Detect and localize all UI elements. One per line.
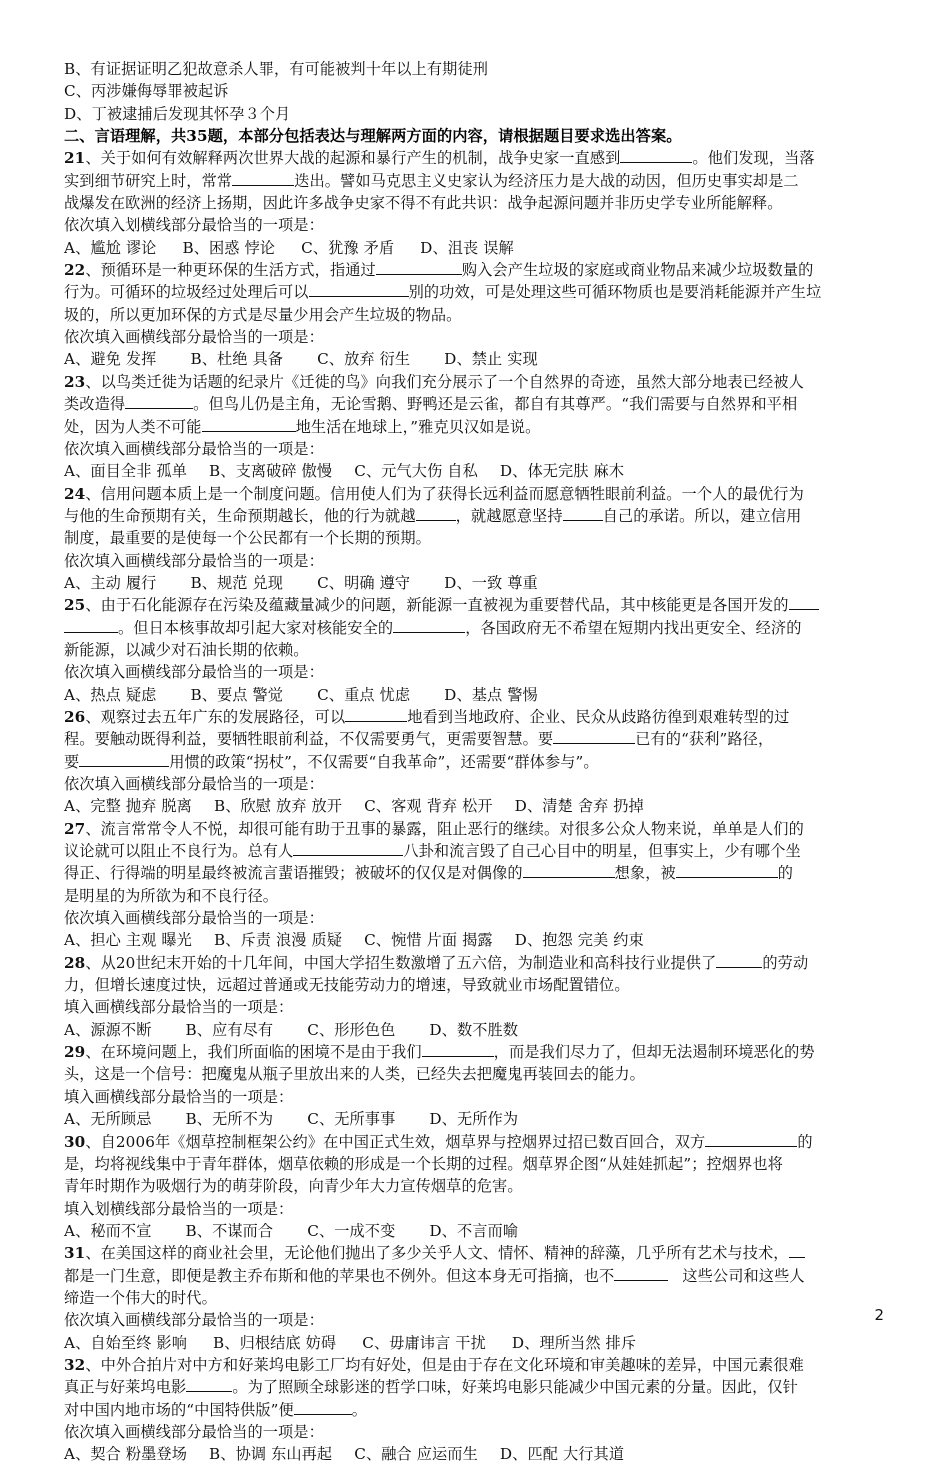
question-24: 24、信用问题本质上是一个制度问题。信用使人们为了获得长远利益而愿意牺牲眼前利益。一个人的最优行为 与他的生命预期有关，生命预期越长，他的行为就越 ，就越愿意坚持 自己的承诺。所以，建立信用 制度，最重要的是使每一个公民都有一个长期的预期。 依次填入画横线部分最恰当的一项是： A、主动 履行 B、规范 兑现 C、明确 遵守 D、一致 尊重 xyxy=(64,483,888,595)
option-b: B、归根结底 妨碍 xyxy=(213,1333,337,1352)
option-c: C、元气大伤 自私 xyxy=(354,462,478,481)
question-28: 28、从20世纪末开始的十几年间，中国大学招生数激增了五六倍，为制造业和高科技行业提供了 的劳动 力，但增长速度过快，远超过普通或无技能劳动力的增速，导致就业市场配置错位。 填入画横线部分最恰当的一项是： A、源源不断 B、应有尽有 C、形形色色 D、数不胜数 xyxy=(64,952,888,1041)
question-prompt: 依次填入画横线部分最恰当的一项是： xyxy=(64,663,324,682)
answer-blank xyxy=(125,393,193,409)
option-c: C、毋庸讳言 干扰 xyxy=(362,1333,486,1352)
answer-blank xyxy=(376,259,462,275)
answer-options xyxy=(64,460,888,482)
option-b: B、要点 警觉 xyxy=(190,685,284,704)
option-c: C、融合 应运而生 xyxy=(354,1445,478,1464)
question-23: 23、以鸟类迁徙为话题的纪录片《迁徙的鸟》向我们充分展示了一个自然界的奇迹，虽然大部分地表已经被人 类改造得 。但鸟儿仍是主角，无论雪鹅、野鸭还是云雀，都自有其尊严。“我们需要与自然界和平相 处，因为人类不可能 地生活在地球上，”雅克贝汉如是说。 依次填入画横线部分最恰当的一项是： A、面目全非 孤单 B、支离破碎 傲慢 C、元气大伤 自私 D、体无完肤 麻木 xyxy=(64,371,888,483)
answer-options xyxy=(64,572,888,594)
question-number: 25 xyxy=(64,596,86,615)
option-b: B、困惑 悖论 xyxy=(182,238,276,257)
question-number: 24 xyxy=(64,484,86,503)
option-c: C、犹豫 矛盾 xyxy=(301,238,395,257)
question-prompt: 依次填入画横线部分最恰当的一项是： xyxy=(64,328,324,347)
option-b: B、协调 东山再起 xyxy=(209,1445,333,1464)
answer-blank xyxy=(422,1041,494,1057)
answer-options xyxy=(64,237,888,259)
answer-blank xyxy=(293,840,403,856)
answer-blank xyxy=(64,617,118,633)
answer-blank xyxy=(563,505,603,521)
option-d: D、数不胜数 xyxy=(429,1020,519,1039)
option-a: A、秘而不宣 xyxy=(64,1221,152,1240)
question-32: 32、中外合拍片对中方和好莱坞电影工厂均有好处，但是由于存在文化环境和审美趣味的差异，中国元素很难 真正与好莱坞电影 。为了照顾全球影迷的哲学口味，好莱坞电影只能减少中国元素的分量。因此，仅针 对中国内地市场的“中国特供版”便 。 依次填入画横线部分最恰当的一项是： A、契合 粉墨登场 B、协调 东山再起 C、融合 应运而生 D、匹配 大行其道 xyxy=(64,1354,888,1466)
option-c: C、重点 忧虑 xyxy=(317,685,411,704)
question-number: 28 xyxy=(64,953,86,972)
answer-blank xyxy=(345,706,407,722)
page-content xyxy=(64,58,888,1466)
question-number: 27 xyxy=(64,819,86,838)
question-number: 21 xyxy=(64,149,86,168)
question-prompt: 依次填入画横线部分最恰当的一项是： xyxy=(64,775,324,793)
answer-blank xyxy=(789,1242,805,1258)
option-d: D、理所当然 排斥 xyxy=(511,1333,637,1352)
question-31: 31、在美国这样的商业社会里，无论他们抛出了多少关乎人文、情怀、精神的辞藻，几乎所有艺术与技术， 都是一门生意，即便是教主乔布斯和他的苹果也不例外。但这本身无可指摘，也不 这些公司和这些人 缔造一个伟大的时代。 依次填入画横线部分最恰当的一项是： A、自始至终 影响 B、归根结底 妨碍 C、毋庸讳言 干扰 D、理所当然 排斥 xyxy=(64,1242,888,1354)
option-line: B、有证据证明乙犯故意杀人罪，有可能被判十年以上有期徒刑 xyxy=(64,60,489,78)
option-d: D、基点 警惕 xyxy=(444,685,538,704)
answer-blank xyxy=(676,862,778,878)
option-a: A、无所顾忌 xyxy=(64,1110,152,1129)
option-a: A、主动 履行 xyxy=(64,573,157,592)
option-d: D、一致 尊重 xyxy=(444,573,538,592)
option-c: C、无所事事 xyxy=(307,1110,396,1129)
option-d: D、禁止 实现 xyxy=(444,350,538,369)
answer-blank xyxy=(202,416,296,432)
question-prompt: 依次填入画横线部分最恰当的一项是： xyxy=(64,551,324,570)
question-prompt: 依次填入画横线部分最恰当的一项是： xyxy=(64,909,324,928)
option-line: D、丁被逮捕后发现其怀孕３个月 xyxy=(64,104,291,123)
option-d: D、抱怨 完美 约束 xyxy=(514,931,644,950)
option-b: B、欣慰 放弃 放开 xyxy=(213,797,343,816)
option-a: A、完整 抛弃 脱离 xyxy=(64,797,192,816)
answer-blank xyxy=(553,728,635,744)
answer-options xyxy=(64,1443,888,1465)
answer-options xyxy=(64,348,888,370)
question-number: 22 xyxy=(64,261,86,280)
question-30: 30、自2006年《烟草控制框架公约》在中国正式生效，烟草界与控烟界过招已数百回合，双方 的 是，均将视线集中于青年群体，烟草依赖的形成是一个长期的过程。烟草界企图“从娃娃抓起”；控烟界也将 青年时期作为吸烟行为的萌芽阶段，向青少年大力宣传烟草的危害。 填入划横线部分最恰当的一项是： A、秘而不宣 B、不谋而合 C、一成不变 D、不言而喻 xyxy=(64,1131,888,1243)
answer-options xyxy=(64,929,888,951)
question-number: 26 xyxy=(64,707,86,726)
answer-options xyxy=(64,795,888,817)
question-21: 21、关于如何有效解释两次世界大战的起源和暴行产生的机制，战争史家一直感到 。他们发现，当落 实到细节研究上时，常常 迭出。譬如马克思主义史家认为经济压力是大战的动因，但历史事实却是二 战爆发在欧洲的经济上扬期，因此许多战争史家不得不有此共识：战争起源问题并非历史学专业所能解释。 依次填入划横线部分最恰当的一项是： A、尴尬 谬论 B、困惑 悖论 C、犹豫 矛盾 D、沮丧 误解 xyxy=(64,147,888,259)
answer-options xyxy=(64,1019,888,1041)
option-b: B、不谋而合 xyxy=(185,1221,274,1240)
answer-options xyxy=(64,1220,888,1242)
question-prompt: 依次填入画横线部分最恰当的一项是： xyxy=(64,1311,324,1330)
option-d: D、匹配 大行其道 xyxy=(499,1445,625,1464)
option-d: D、沮丧 误解 xyxy=(420,238,514,257)
question-number: 32 xyxy=(64,1355,86,1374)
question-29: 29、在环境问题上，我们所面临的困境不是由于我们 ，而是我们尽力了，但却无法遏制环境恶化的势 头，这是一个信号：把魔鬼从瓶子里放出来的人类，已经失去把魔鬼再装回去的能力。 填入画横线部分最恰当的一项是： A、无所顾忌 B、无所不为 C、无所事事 D、无所作为 xyxy=(64,1041,888,1130)
question-prompt: 填入划横线部分最恰当的一项是： xyxy=(64,1199,294,1218)
option-c: C、客观 背弃 松开 xyxy=(364,797,493,816)
question-prompt: 填入画横线部分最恰当的一项是： xyxy=(64,1087,294,1106)
answer-options xyxy=(64,1332,888,1354)
question-prompt: 依次填入划横线部分最恰当的一项是： xyxy=(64,216,324,235)
option-a: A、契合 粉墨登场 xyxy=(64,1445,188,1464)
option-c: C、惋惜 片面 揭露 xyxy=(364,931,493,950)
question-prompt: 填入画横线部分最恰当的一项是： xyxy=(64,998,294,1017)
question-prompt: 依次填入画横线部分最恰当的一项是： xyxy=(64,1422,324,1441)
answer-blank xyxy=(309,281,409,297)
question-number: 23 xyxy=(64,372,86,391)
question-25: 25、由于石化能源存在污染及蕴藏量减少的问题，新能源一直被视为重要替代品，其中核能更是各国开发的 。但日本核事故却引起大家对核能安全的 ，各国政府无不希望在短期内找出更安全、经济的 新能源，以减少对石油长期的依赖。 依次填入画横线部分最恰当的一项是： A、热点 疑虑 B、要点 警觉 C、重点 忧虑 D、基点 警惕 xyxy=(64,594,888,706)
option-a: A、自始至终 影响 xyxy=(64,1333,188,1352)
section-heading: 二、言语理解，共35题，本部分包括表达与理解两方面的内容，请根据题目要求选出答案。 xyxy=(64,127,682,146)
question-number: 29 xyxy=(64,1043,86,1062)
option-c: C、一成不变 xyxy=(307,1221,396,1240)
question-26: 26、观察过去五年广东的发展路径，可以 地看到当地政府、企业、民众从歧路彷徨到艰难转型的过 程。要触动既得利益，要牺牲眼前利益，不仅需要勇气，更需要智慧。要 已有的“获利”路径， 要 用惯的政策“拐杖”，不仅需要“自我革命”，还需要“群体参与”。 依次填入画横线部分最恰当的一项是： A、完整 抛弃 脱离 B、欣慰 放弃 放开 C、客观 背弃 松开 D、清楚 舍弃 扔掉 xyxy=(64,706,888,818)
option-a: A、担心 主观 曝光 xyxy=(64,931,192,950)
answer-blank xyxy=(393,617,465,633)
option-line: C、丙涉嫌侮辱罪被起诉 xyxy=(64,82,229,101)
answer-blank xyxy=(523,862,615,878)
answer-blank xyxy=(79,751,169,767)
answer-blank xyxy=(705,1131,797,1147)
question-number: 30 xyxy=(64,1132,86,1151)
answer-options xyxy=(64,1108,888,1130)
option-c: C、放弃 衍生 xyxy=(317,350,411,369)
option-b: B、斥责 浪漫 质疑 xyxy=(213,931,343,950)
page-number: 2 xyxy=(874,1306,884,1324)
question-prompt: 依次填入画横线部分最恰当的一项是： xyxy=(64,439,324,458)
option-d: D、清楚 舍弃 扔掉 xyxy=(514,797,644,816)
option-a: A、尴尬 谬论 xyxy=(64,238,157,257)
answer-blank xyxy=(614,1265,668,1281)
option-a: A、避免 发挥 xyxy=(64,350,157,369)
option-d: D、体无完肤 麻木 xyxy=(499,462,625,481)
answer-options xyxy=(64,684,888,706)
question-22: 22、预循环是一种更环保的生活方式，指通过 购入会产生垃圾的家庭或商业物品来减少垃圾数量的 行为。可循环的垃圾经过处理后可以 别的功效，可是处理这些可循环物质也是要消耗能源并产生垃 圾的，所以更加环保的方式是尽量少用会产生垃圾的物品。 依次填入画横线部分最恰当的一项是： A、避免 发挥 B、杜绝 具备 C、放弃 衍生 D、禁止 实现 xyxy=(64,259,888,371)
question-number: 31 xyxy=(64,1244,86,1263)
answer-blank xyxy=(186,1376,232,1392)
option-c: C、明确 遵守 xyxy=(317,573,411,592)
option-b: B、无所不为 xyxy=(185,1110,274,1129)
answer-blank xyxy=(716,952,762,968)
option-a: A、热点 疑虑 xyxy=(64,685,157,704)
answer-blank xyxy=(232,170,294,186)
answer-blank xyxy=(789,594,819,610)
question-27: 27、流言常常令人不悦，却很可能有助于丑事的暴露，阻止恶行的继续。对很多公众人物来说，单单是人们的 议论就可以阻止不良行为。总有人 八卦和流言毁了自己心目中的明星，但事实上，少有哪个坐 得正、行得端的明星最终被流言蜚语摧毁；被破坏的仅仅是对偶像的 想象，被 的 是明星的为所欲为和不良行径。 依次填入画横线部分最恰当的一项是： A、担心 主观 曝光 B、斥责 浪漫 质疑 C、惋惜 片面 揭露 D、抱怨 完美 约束 xyxy=(64,818,888,952)
option-d: D、不言而喻 xyxy=(429,1221,519,1240)
option-b: B、规范 兑现 xyxy=(190,573,284,592)
option-b: B、支离破碎 傲慢 xyxy=(209,462,333,481)
answer-blank xyxy=(416,505,456,521)
option-c: C、形形色色 xyxy=(307,1020,396,1039)
option-a: A、面目全非 孤单 xyxy=(64,462,188,481)
answer-blank xyxy=(294,1399,352,1415)
option-b: B、应有尽有 xyxy=(185,1020,274,1039)
option-d: D、无所作为 xyxy=(429,1110,519,1129)
answer-blank xyxy=(620,147,692,163)
option-a: A、源源不断 xyxy=(64,1020,152,1039)
option-b: B、杜绝 具备 xyxy=(190,350,284,369)
